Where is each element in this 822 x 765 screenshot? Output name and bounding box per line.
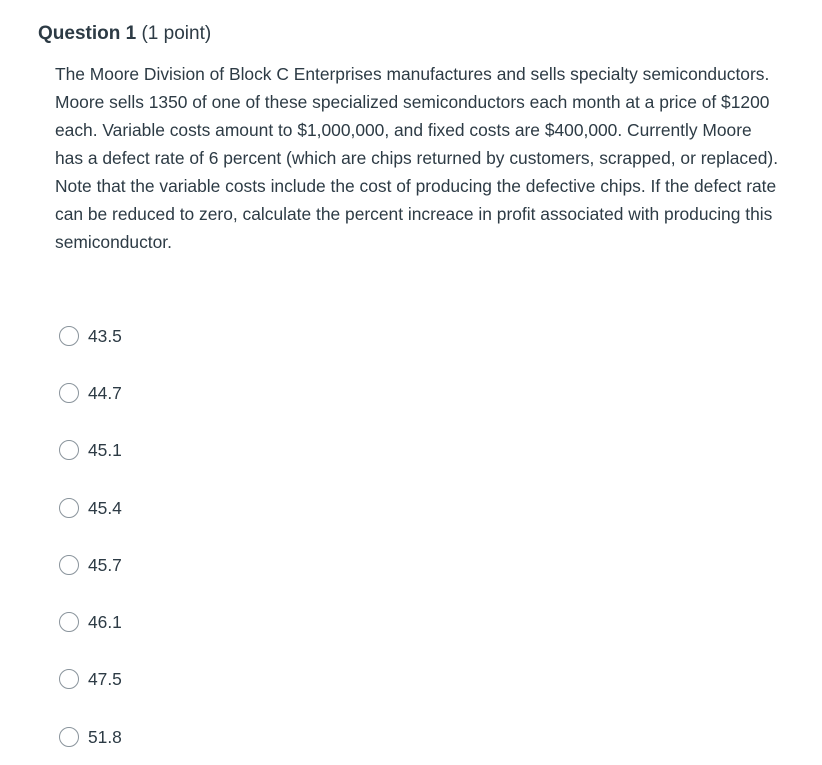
radio-button-icon[interactable] (59, 555, 79, 575)
answer-option[interactable] (59, 536, 122, 593)
radio-button-icon[interactable] (59, 498, 79, 518)
answer-option[interactable] (59, 422, 122, 479)
answer-option[interactable] (59, 708, 122, 765)
answer-option[interactable] (59, 307, 122, 364)
answer-option-label: 47.5 (88, 669, 122, 690)
radio-button-icon[interactable] (59, 440, 79, 460)
radio-button-icon[interactable] (59, 383, 79, 403)
answer-option[interactable] (59, 479, 122, 536)
answer-option[interactable] (59, 651, 122, 708)
answer-option-label: 45.4 (88, 497, 122, 518)
question-header (38, 22, 211, 46)
answer-option-label: 51.8 (88, 726, 122, 747)
radio-button-icon[interactable] (59, 727, 79, 747)
question-points: (1 point) (141, 23, 212, 44)
answer-options (59, 307, 122, 765)
answer-option[interactable] (59, 364, 122, 421)
answer-option-label: 45.1 (88, 440, 122, 461)
answer-option-label: 44.7 (88, 382, 122, 403)
answer-option-label: 43.5 (88, 325, 122, 346)
question-text: The Moore Division of Block C Enterprises manufactures and sells specialty semiconductors. Moore sells 1350 of one of these specialized semiconductors each month at a price of $1200 each. Variable costs amount to $1,000,000, and fixed costs are $400,000. Currently Moore has a defect rate of 6 percent (which are chips returned by customers, scrapped, or replaced). Note that the variable costs include the cost of producing the defective chips. If the defect rate can be reduced to zero, calculate the percent increace in profit associated with producing this semiconductor. (55, 64, 779, 252)
answer-option[interactable] (59, 593, 122, 650)
radio-button-icon[interactable] (59, 326, 79, 346)
answer-option-label: 46.1 (88, 612, 122, 633)
question-title: Question 1 (38, 23, 137, 44)
answer-option-label: 45.7 (88, 554, 122, 575)
radio-button-icon[interactable] (59, 669, 79, 689)
radio-button-icon[interactable] (59, 612, 79, 632)
